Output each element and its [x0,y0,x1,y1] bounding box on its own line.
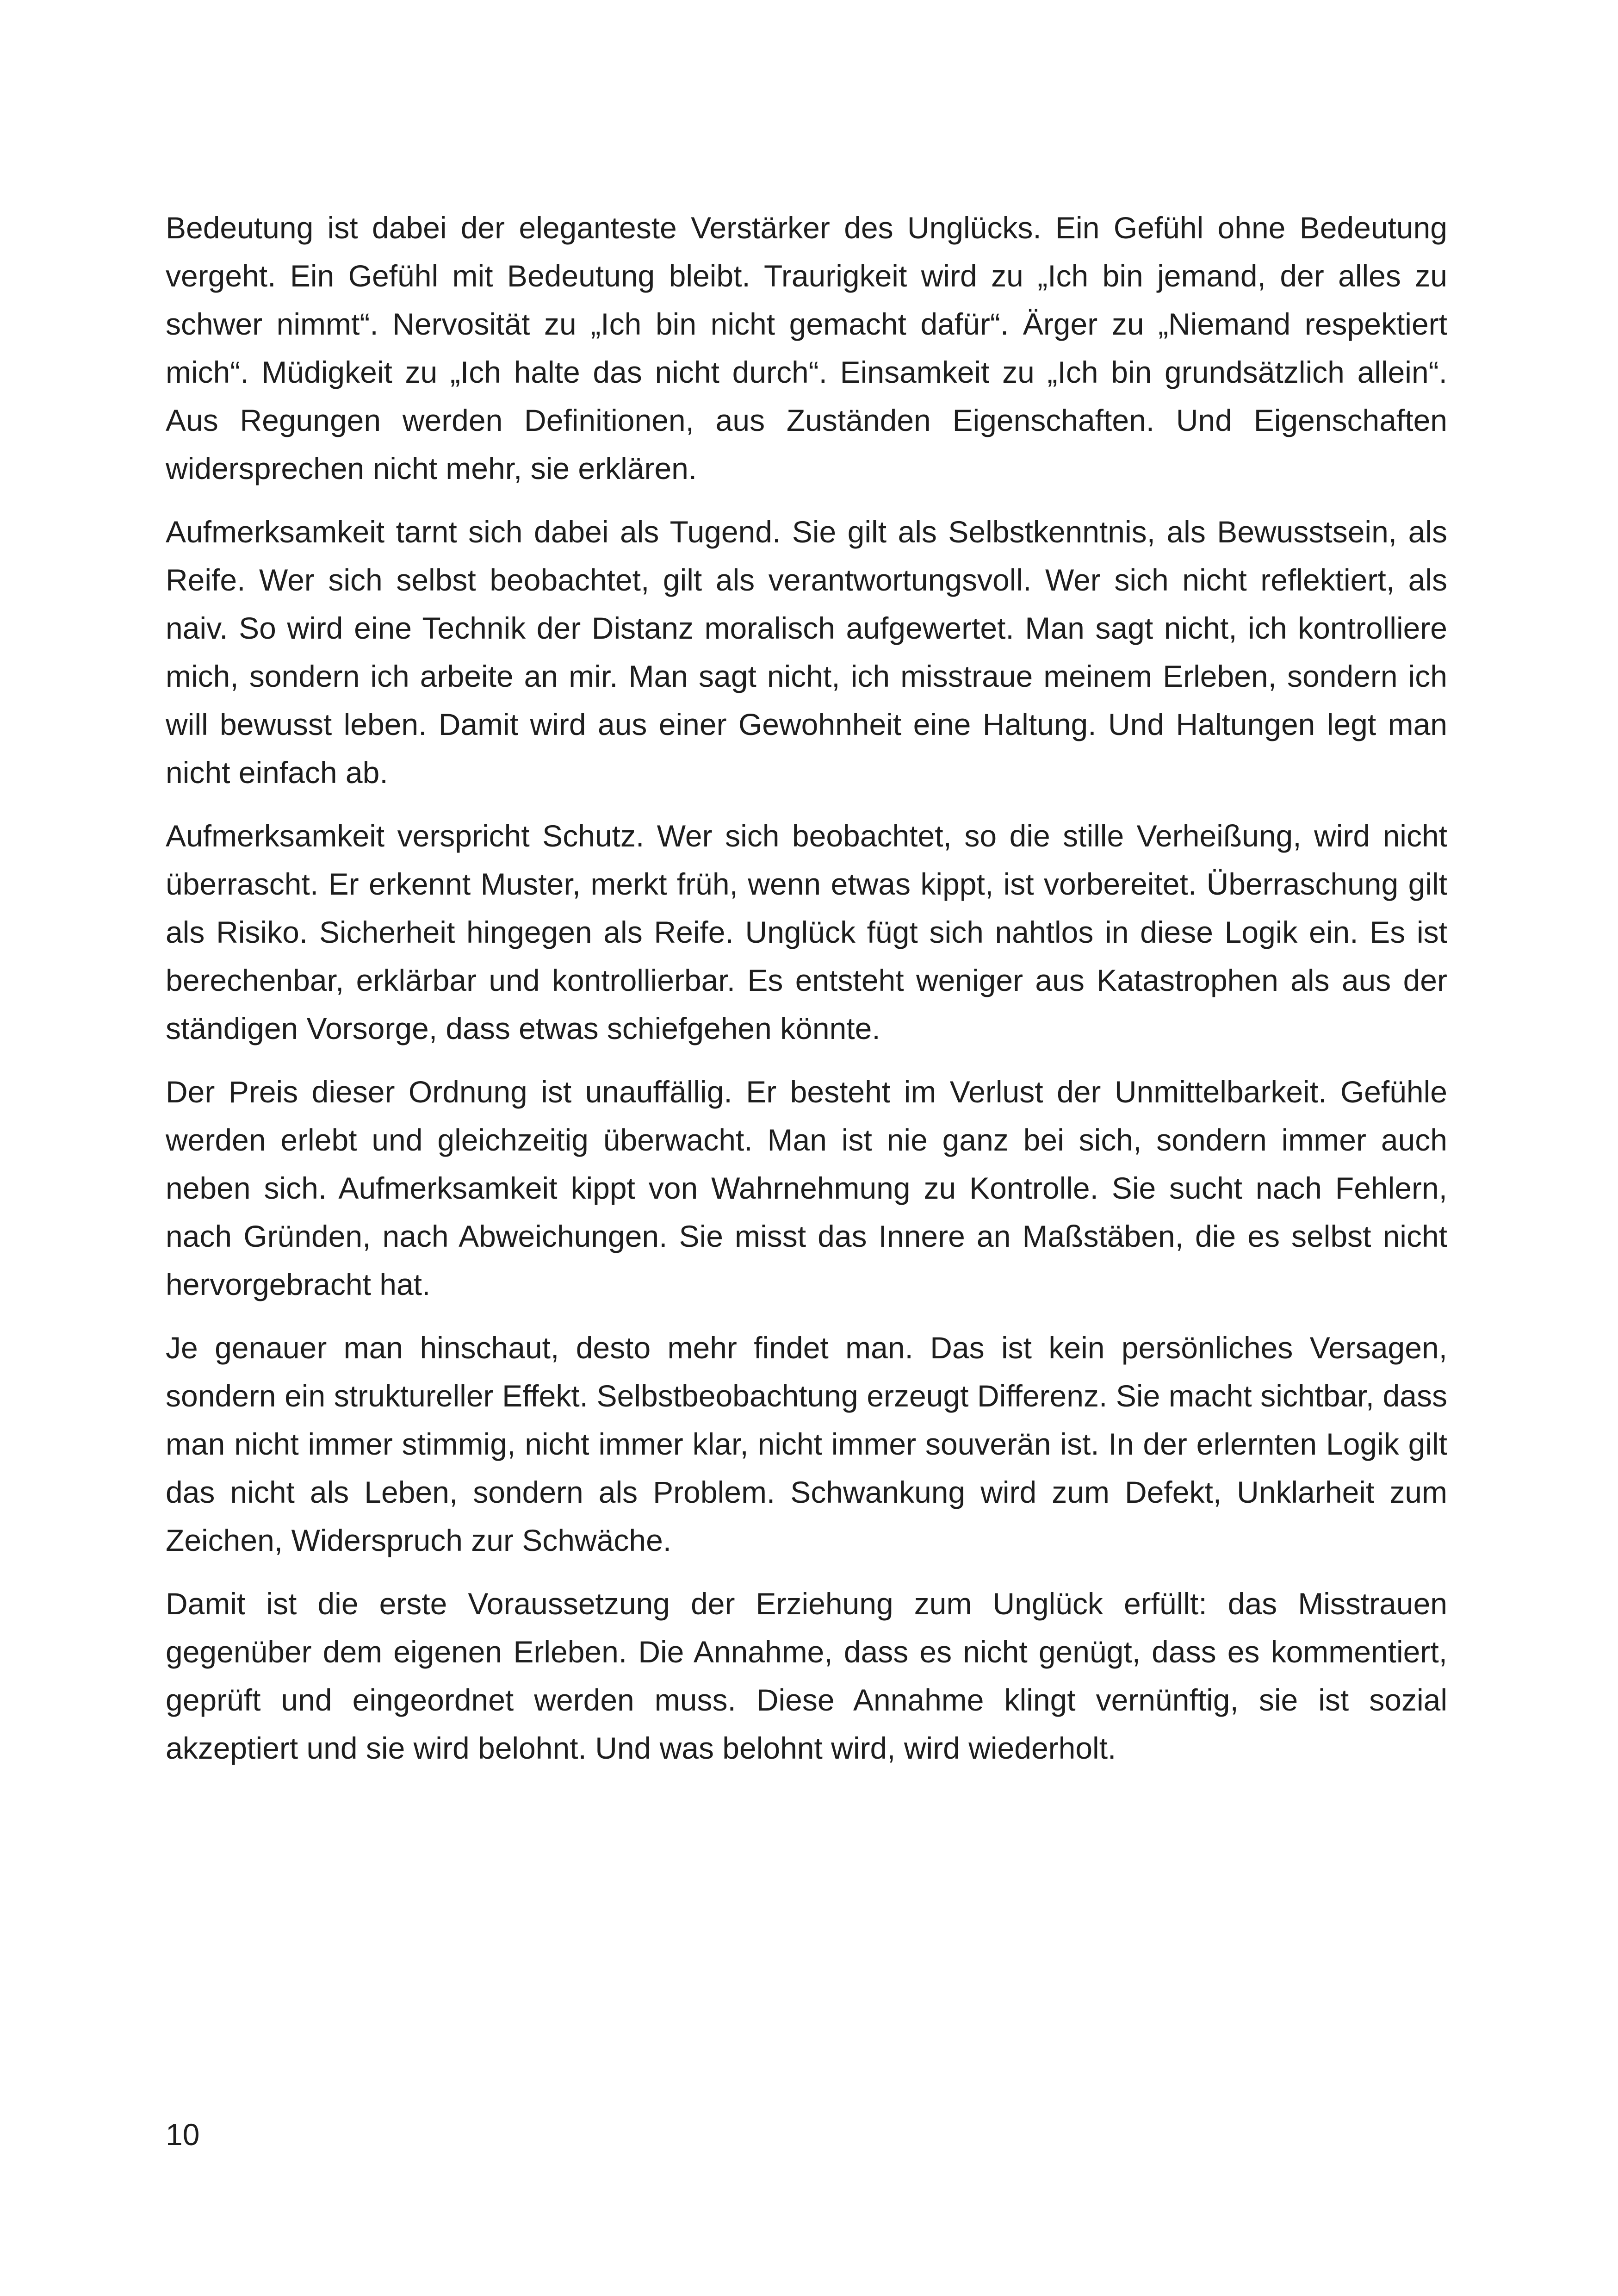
paragraph-1: Bedeutung ist dabei der eleganteste Verstärker des Unglücks. Ein Gefühl ohne Bedeutung vergeht. Ein Gefühl mit Bedeutung bleibt. Traurigkeit wird zu „Ich bin jemand, der alles zu schwer nimmt“. Nervosität zu „Ich bin nicht gemacht dafür“. Ärger zu „Niemand respektiert mich“. Müdigkeit zu „Ich halte das nicht durch“. Einsamkeit zu „Ich bin grundsätzlich allein“. Aus Regungen werden Definitionen, aus Zuständen Eigenschaften. Und Eigenschaften widersprechen nicht mehr, sie erklären. [166,211,1447,485]
paragraph-2: Aufmerksamkeit tarnt sich dabei als Tugend. Sie gilt als Selbstkenntnis, als Bewusstsein, als Reife. Wer sich selbst beobachtet, gilt als verantwortungsvoll. Wer sich nicht reflektiert, als naiv. So wird eine Technik der Distanz moralisch aufgewertet. Man sagt nicht, ich kontrolliere mich, sondern ich arbeite an mir. Man sagt nicht, ich misstraue meinem Erleben, sondern ich will bewusst leben. Damit wird aus einer Gewohnheit eine Haltung. Und Haltungen legt man nicht einfach ab. [166,515,1447,790]
paragraph-3: Aufmerksamkeit verspricht Schutz. Wer sich beobachtet, so die stille Verheißung, wird nicht überrascht. Er erkennt Muster, merkt früh, wenn etwas kippt, ist vorbereitet. Überraschung gilt als Risiko. Sicherheit hingegen als Reife. Unglück fügt sich nahtlos in diese Logik ein. Es ist berechenbar, erklärbar und kontrollierbar. Es entsteht weniger aus Katastrophen als aus der ständigen Vorsorge, dass etwas schiefgehen könnte. [166,819,1447,1045]
paragraph-6: Damit ist die erste Voraussetzung der Erziehung zum Unglück erfüllt: das Misstrauen gegenüber dem eigenen Erleben. Die Annahme, dass es nicht genügt, dass es kommentiert, geprüft und eingeordnet werden muss. Diese Annahme klingt vernünftig, sie ist sozial akzeptiert und sie wird belohnt. Und was belohnt wird, wird wiederholt. [166,1587,1447,1765]
paragraph-4: Der Preis dieser Ordnung ist unauffällig. Er besteht im Verlust der Unmittelbarkeit. Gefühle werden erlebt und gleichzeitig überwacht. Man ist nie ganz bei sich, sondern immer auch neben sich. Aufmerksamkeit kippt von Wahrnehmung zu Kontrolle. Sie sucht nach Fehlern, nach Gründen, nach Abweichungen. Sie misst das Innere an Maßstäben, die es selbst nicht hervorgebracht hat. [166,1075,1447,1301]
body-text [166,204,1447,1787]
page-number: 10 [166,2117,200,2152]
paragraph-5: Je genauer man hinschaut, desto mehr findet man. Das ist kein persönliches Versagen, sondern ein struktureller Effekt. Selbstbeobachtung erzeugt Differenz. Sie macht sichtbar, dass man nicht immer stimmig, nicht immer klar, nicht immer souverän ist. In der erlernten Logik gilt das nicht als Leben, sondern als Problem. Schwankung wird zum Defekt, Unklarheit zum Zeichen, Widerspruch zur Schwäche. [166,1331,1447,1557]
